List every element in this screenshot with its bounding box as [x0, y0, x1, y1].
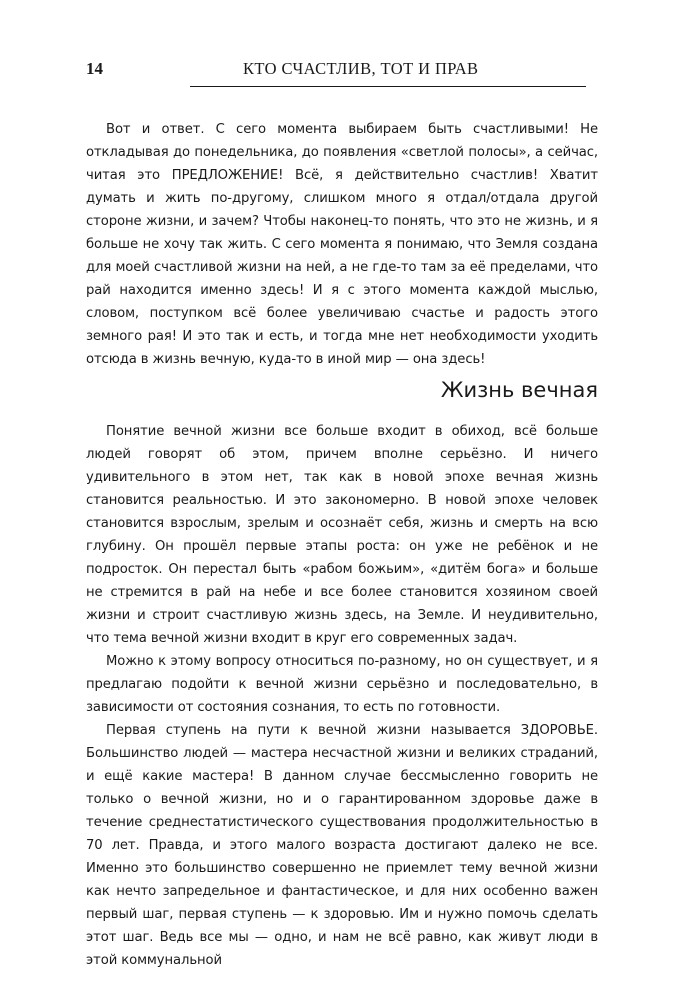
intro-paragraph-1: Вот и ответ. С сего момента выбираем быть счастливыми! Не откладывая до понедельника, до появления «светлой полосы», а сейчас, читая это ПРЕДЛОЖЕНИЕ! Всё, я действительно счастлив! Хватит думать и жить по-другому, слишком много я отдал/отдала другой стороне жизни, и зачем? Чтобы наконец-то понять, что это не жизнь, и я больше не хочу так жить. С сего момента я понимаю, что Земля создана для моей счастливой жизни на ней, а не где-то там за её пределами, что рай находится именно здесь! И я с этого момента каждой мыслью, словом, поступком всё более увеличиваю счастье и радость этого земного рая! И это так и есть, и тогда мне нет необходимости уходить отсюда в жизнь вечную, куда-то в иной мир — она здесь! — [86, 122, 598, 367]
section-paragraph-2: Можно к этому вопросу относиться по-разному, но он существует, и я предлагаю подойти к вечной жизни серьёзно и последовательно, в зависимости от состояния сознания, то есть по готовности. — [86, 654, 598, 715]
section-paragraph-1: Понятие вечной жизни все больше входит в обиход, всё больше людей говорят об этом, причем вполне серьёзно. И ничего удивительного в этом нет, так как в новой эпохе вечная жизнь становится реальностью. И это закономерно. В новой эпохе человек становится взрослым, зрелым и осознаёт себя, жизнь и смерть на всю глубину. Он прошёл первые этапы роста: он уже не ребёнок и не подросток. Он перестал быть «рабом божьим», «дитём бога» и больше не стремится в рай на небе и все более становится хозяином своей жизни и строит счастливую жизнь здесь, на Земле. И неудивительно, что тема вечной жизни входит в круг его современных задач. — [86, 424, 598, 646]
page-number: 14 — [86, 59, 103, 78]
running-head-rule — [190, 86, 586, 87]
section-text — [86, 420, 598, 972]
intro-text — [86, 118, 598, 371]
running-head: КТО СЧАСТЛИВ, ТОТ И ПРАВ — [243, 59, 479, 78]
section-paragraph-3: Первая ступень на пути к вечной жизни называется ЗДОРОВЬЕ. Большинство людей — мастера несчастной жизни и великих страданий, и ещё какие мастера! В данном случае бессмысленно говорить не только о вечной жизни, но и о гарантированном здоровье даже в течение среднестатистического существования продолжительностью в 70 лет. Правда, и этого малого возраста достигают далеко не все. Именно это большинство совершенно не приемлет тему вечной жизни как нечто запредельное и фантастическое, и для них особенно важен первый шаг, первая ступень — к здоровью. Им и нужно помочь сделать этот шаг. Ведь все мы — одно, и нам не всё равно, как живут люди в этой коммунальной — [86, 723, 598, 968]
section-heading: Жизнь вечная — [440, 378, 598, 402]
